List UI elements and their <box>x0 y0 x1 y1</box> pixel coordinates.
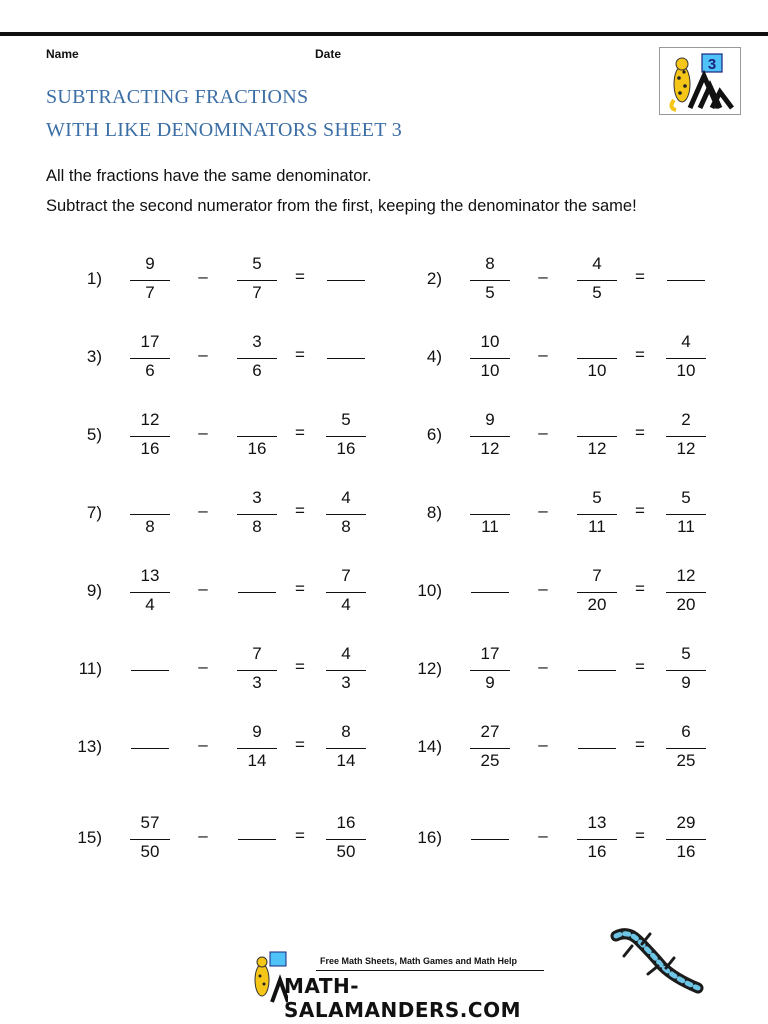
denominator: 25 <box>480 751 500 770</box>
fraction-b <box>237 640 277 700</box>
equals-sign: = <box>635 657 645 676</box>
problem-number: 15) <box>77 828 102 847</box>
equals-sign: = <box>295 735 305 754</box>
problem-5 <box>48 406 388 466</box>
numerator: 17 <box>480 644 500 663</box>
fraction-a <box>130 406 170 466</box>
problem-3 <box>48 328 388 388</box>
minus-sign: – <box>538 735 548 754</box>
problem-7 <box>48 484 388 544</box>
problem-number: 9) <box>86 581 102 600</box>
denominator: 4 <box>341 595 351 614</box>
salamander-logo <box>659 47 741 115</box>
fraction-b <box>577 406 617 466</box>
minus-sign: – <box>198 826 208 845</box>
answer-blank[interactable] <box>578 670 616 671</box>
minus-sign: – <box>538 657 548 676</box>
minus-sign: – <box>198 579 208 598</box>
denominator: 20 <box>587 595 607 614</box>
denominator: 11 <box>677 517 695 536</box>
minus-sign: – <box>538 501 548 520</box>
fraction-bar <box>130 436 170 437</box>
equals-sign: = <box>635 345 645 364</box>
equals-sign: = <box>635 826 645 845</box>
fraction-bar <box>237 514 277 515</box>
fraction-c <box>666 809 706 869</box>
problem-8 <box>388 484 728 544</box>
minus-sign: – <box>198 735 208 754</box>
numerator: 4 <box>592 254 602 273</box>
numerator: 8 <box>485 254 495 273</box>
problem-9 <box>48 562 388 622</box>
numerator: 16 <box>336 813 356 832</box>
fraction-a <box>470 328 510 388</box>
fraction-a <box>470 406 510 466</box>
fraction-bar <box>326 748 366 749</box>
footer-salamander-icon <box>248 950 288 1004</box>
denominator: 9 <box>681 673 691 692</box>
problem-2 <box>388 250 728 310</box>
numerator: 5 <box>341 410 351 429</box>
denominator: 10 <box>480 361 500 380</box>
numerator: 7 <box>341 566 351 585</box>
answer-blank[interactable] <box>327 358 365 359</box>
fraction-b <box>237 718 277 778</box>
minus-sign: – <box>198 423 208 442</box>
equals-sign: = <box>635 423 645 442</box>
fraction-a <box>130 484 170 544</box>
problem-4 <box>388 328 728 388</box>
fraction-bar <box>577 839 617 840</box>
numerator: 7 <box>592 566 602 585</box>
fraction-bar <box>130 280 170 281</box>
problem-11 <box>48 640 388 700</box>
fraction-bar <box>130 358 170 359</box>
numerator: 10 <box>480 332 500 351</box>
denominator: 14 <box>247 751 267 770</box>
denominator: 50 <box>140 842 160 861</box>
fraction-c <box>666 328 706 388</box>
fraction-b <box>577 250 617 310</box>
fraction-bar <box>470 670 510 671</box>
fraction-b <box>237 250 277 310</box>
instruction-line-2: Subtract the second numerator from the first, keeping the denominator the same! <box>46 197 637 215</box>
fraction-c <box>326 484 366 544</box>
denominator: 7 <box>252 283 262 302</box>
denominator: 12 <box>676 439 696 458</box>
problem-number: 12) <box>417 659 442 678</box>
problem-12 <box>388 640 728 700</box>
equals-sign: = <box>295 267 305 286</box>
denominator: 16 <box>247 439 267 458</box>
numerator: 4 <box>341 488 351 507</box>
fraction-bar <box>237 358 277 359</box>
denominator: 6 <box>252 361 262 380</box>
problem-16 <box>388 809 728 869</box>
minus-sign: – <box>538 267 548 286</box>
answer-blank[interactable] <box>131 748 169 749</box>
numerator: 17 <box>140 332 160 351</box>
numerator: 5 <box>252 254 262 273</box>
fraction-c <box>326 406 366 466</box>
fraction-bar <box>577 514 617 515</box>
fraction-a <box>130 328 170 388</box>
footer-brand: MATH-SALAMANDERS.COM <box>284 974 521 1022</box>
minus-sign: – <box>198 267 208 286</box>
problem-10 <box>388 562 728 622</box>
numerator: 4 <box>681 332 691 351</box>
fraction-bar <box>666 436 706 437</box>
equals-sign: = <box>635 579 645 598</box>
fraction-b <box>577 328 617 388</box>
problem-number: 11) <box>78 659 102 678</box>
fraction-c <box>326 718 366 778</box>
denominator: 5 <box>592 283 602 302</box>
denominator: 10 <box>676 361 696 380</box>
fraction-c <box>666 640 706 700</box>
numerator: 12 <box>140 410 160 429</box>
problem-number: 2) <box>426 269 442 288</box>
answer-blank[interactable] <box>471 839 509 840</box>
problem-13 <box>48 718 388 778</box>
fraction-a <box>470 718 510 778</box>
numerator: 13 <box>140 566 160 585</box>
fraction-bar <box>666 358 706 359</box>
fraction-b <box>237 406 277 466</box>
fraction-b <box>577 809 617 869</box>
fraction-a <box>130 562 170 622</box>
fraction-a <box>470 484 510 544</box>
equals-sign: = <box>295 657 305 676</box>
numerator: 9 <box>145 254 155 273</box>
footer-rule <box>316 970 544 971</box>
fraction-bar <box>666 514 706 515</box>
denominator: 11 <box>588 517 606 536</box>
denominator: 16 <box>140 439 160 458</box>
worksheet-subtitle: WITH LIKE DENOMINATORS SHEET 3 <box>46 119 403 141</box>
top-rule <box>0 32 768 36</box>
minus-sign: – <box>538 345 548 364</box>
minus-sign: – <box>198 501 208 520</box>
fraction-c <box>666 718 706 778</box>
fraction-c <box>666 484 706 544</box>
fraction-a <box>470 250 510 310</box>
denominator: 16 <box>336 439 356 458</box>
problem-number: 13) <box>77 737 102 756</box>
fraction-bar <box>666 839 706 840</box>
fraction-b <box>237 484 277 544</box>
equals-sign: = <box>295 345 305 364</box>
numerator: 9 <box>252 722 262 741</box>
fraction-bar <box>237 280 277 281</box>
fraction-bar <box>470 358 510 359</box>
numerator: 5 <box>681 644 691 663</box>
fraction-c <box>666 562 706 622</box>
problem-number: 4) <box>426 347 442 366</box>
fraction-c <box>326 562 366 622</box>
problem-14 <box>388 718 728 778</box>
numerator: 4 <box>341 644 351 663</box>
fraction-bar <box>666 748 706 749</box>
answer-blank[interactable] <box>238 839 276 840</box>
answer-blank[interactable] <box>327 280 365 281</box>
fraction-bar <box>237 670 277 671</box>
answer-blank[interactable] <box>131 670 169 671</box>
numerator: 57 <box>140 813 160 832</box>
denominator: 12 <box>480 439 500 458</box>
fraction-bar <box>577 358 617 359</box>
fraction-a <box>470 640 510 700</box>
numerator: 3 <box>252 332 262 351</box>
denominator: 7 <box>145 283 155 302</box>
numerator: 8 <box>341 722 351 741</box>
denominator: 6 <box>145 361 155 380</box>
problem-number: 1) <box>86 269 102 288</box>
date-label: Date <box>315 47 342 61</box>
problem-number: 6) <box>426 425 442 444</box>
minus-sign: – <box>538 579 548 598</box>
fraction-bar <box>470 514 510 515</box>
fraction-b <box>577 562 617 622</box>
fraction-bar <box>237 748 277 749</box>
fraction-b <box>577 484 617 544</box>
equals-sign: = <box>295 579 305 598</box>
badge-number: 3 <box>707 56 717 73</box>
instruction-line-1: All the fractions have the same denominator. <box>46 167 372 185</box>
answer-blank[interactable] <box>238 592 276 593</box>
problem-number: 10) <box>417 581 442 600</box>
numerator: 7 <box>252 644 262 663</box>
numerator: 27 <box>480 722 500 741</box>
denominator: 8 <box>252 517 262 536</box>
numerator: 9 <box>485 410 495 429</box>
fraction-bar <box>130 514 170 515</box>
fraction-c <box>326 640 366 700</box>
answer-blank[interactable] <box>471 592 509 593</box>
fraction-bar <box>237 436 277 437</box>
numerator: 5 <box>592 488 602 507</box>
problem-15 <box>48 809 388 869</box>
equals-sign: = <box>635 501 645 520</box>
fraction-bar <box>470 748 510 749</box>
minus-sign: – <box>198 345 208 364</box>
fraction-bar <box>326 514 366 515</box>
equals-sign: = <box>295 826 305 845</box>
denominator: 14 <box>336 751 356 770</box>
denominator: 8 <box>341 517 351 536</box>
problem-number: 14) <box>417 737 442 756</box>
fraction-a <box>130 250 170 310</box>
denominator: 10 <box>587 361 607 380</box>
denominator: 25 <box>676 751 696 770</box>
fraction-bar <box>326 670 366 671</box>
name-label: Name <box>46 47 79 61</box>
fraction-bar <box>470 436 510 437</box>
footer-logo <box>248 948 548 1022</box>
problem-6 <box>388 406 728 466</box>
fraction-a <box>130 809 170 869</box>
problem-number: 3) <box>86 347 102 366</box>
denominator: 8 <box>145 517 155 536</box>
denominator: 16 <box>587 842 607 861</box>
fraction-bar <box>130 592 170 593</box>
numerator: 2 <box>681 410 691 429</box>
fraction-c <box>326 809 366 869</box>
minus-sign: – <box>538 423 548 442</box>
worksheet-title: SUBTRACTING FRACTIONS <box>46 86 309 108</box>
answer-blank[interactable] <box>578 748 616 749</box>
fraction-bar <box>470 280 510 281</box>
problem-number: 16) <box>417 828 442 847</box>
problem-1 <box>48 250 388 310</box>
fraction-bar <box>326 839 366 840</box>
problem-number: 8) <box>426 503 442 522</box>
denominator: 16 <box>676 842 696 861</box>
denominator: 3 <box>341 673 351 692</box>
salamander-logo-icon <box>660 48 740 114</box>
denominator: 3 <box>252 673 262 692</box>
denominator: 50 <box>336 842 356 861</box>
denominator: 11 <box>481 517 499 536</box>
footer-tagline: Free Math Sheets, Math Games and Math Help <box>320 956 518 966</box>
minus-sign: – <box>198 657 208 676</box>
fraction-bar <box>577 436 617 437</box>
denominator: 9 <box>485 673 495 692</box>
equals-sign: = <box>295 423 305 442</box>
numerator: 5 <box>681 488 691 507</box>
fraction-bar <box>326 592 366 593</box>
problem-number: 7) <box>86 503 102 522</box>
equals-sign: = <box>635 735 645 754</box>
minus-sign: – <box>538 826 548 845</box>
answer-blank[interactable] <box>667 280 705 281</box>
fraction-b <box>237 328 277 388</box>
equals-sign: = <box>295 501 305 520</box>
fraction-bar <box>666 670 706 671</box>
fraction-bar <box>577 280 617 281</box>
fraction-bar <box>130 839 170 840</box>
denominator: 12 <box>587 439 607 458</box>
fraction-bar <box>666 592 706 593</box>
fraction-bar <box>326 436 366 437</box>
problem-number: 5) <box>86 425 102 444</box>
denominator: 5 <box>485 283 495 302</box>
salamander-illustration <box>608 926 708 996</box>
numerator: 12 <box>676 566 696 585</box>
numerator: 3 <box>252 488 262 507</box>
numerator: 6 <box>681 722 691 741</box>
fraction-c <box>666 406 706 466</box>
denominator: 20 <box>676 595 696 614</box>
numerator: 29 <box>676 813 696 832</box>
numerator: 13 <box>587 813 607 832</box>
equals-sign: = <box>635 267 645 286</box>
fraction-bar <box>577 592 617 593</box>
denominator: 4 <box>145 595 155 614</box>
